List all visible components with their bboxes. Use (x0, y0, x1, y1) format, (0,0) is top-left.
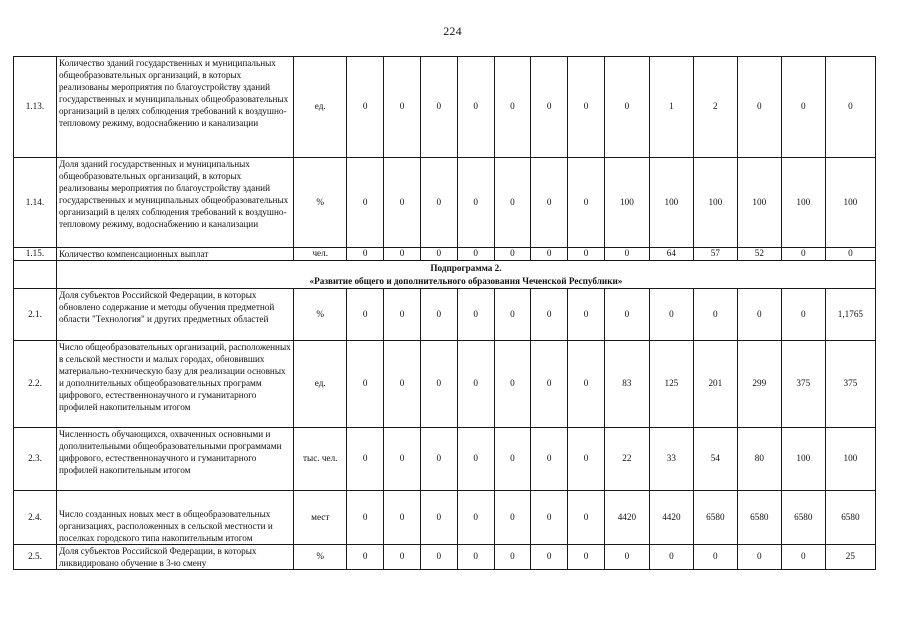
table-row (14, 57, 876, 158)
value-cell: 0 (347, 158, 384, 248)
row-number-cell: 1.13. (14, 57, 57, 158)
value-cell: 0 (457, 428, 494, 491)
value-cell: 0 (531, 158, 568, 248)
value-cell: 1 (649, 57, 693, 158)
value-cell: 100 (825, 428, 875, 491)
indicator-name-cell: Доля субъектов Российской Федерации, в которых ликвидировано обучение в 3-ю смену (56, 545, 293, 570)
unit-cell: % (294, 545, 347, 570)
value-cell: 0 (568, 289, 605, 341)
value-cell: 0 (781, 57, 825, 158)
value-cell: 0 (347, 545, 384, 570)
value-cell: 0 (384, 158, 421, 248)
value-cell: 25 (825, 545, 875, 570)
row-number-cell: 2.5. (14, 545, 57, 570)
value-cell: 100 (781, 158, 825, 248)
value-cell: 0 (457, 289, 494, 341)
value-cell: 0 (781, 545, 825, 570)
value-cell: 0 (737, 289, 781, 341)
subprogram-section (14, 261, 876, 289)
value-cell: 0 (347, 428, 384, 491)
value-cell: 0 (420, 57, 457, 158)
value-cell: 1,1765 (825, 289, 875, 341)
value-cell: 0 (604, 545, 649, 570)
value-cell: 0 (420, 289, 457, 341)
value-cell: 0 (420, 491, 457, 545)
value-cell: 100 (649, 158, 693, 248)
value-cell: 0 (604, 57, 649, 158)
value-cell: 0 (649, 545, 693, 570)
unit-cell: ед. (294, 57, 347, 158)
row-number-cell: 2.1. (14, 289, 57, 341)
value-cell: 6580 (825, 491, 875, 545)
value-cell: 6580 (737, 491, 781, 545)
value-cell: 57 (693, 248, 737, 261)
value-cell: 0 (693, 545, 737, 570)
table-row (14, 428, 876, 491)
value-cell: 0 (494, 289, 531, 341)
value-cell: 54 (693, 428, 737, 491)
indicator-name-cell: Число созданных новых мест в общеобразовательных организациях, расположенных в сельской местности и поселках городского типа накопительным итогом (56, 491, 293, 545)
indicator-name-cell: Число общеобразовательных организаций, расположенных в сельской местности и малых городах, обновивших материально-техническую базу для реализации основных и дополнительных общеобразовательных программ цифрового, естественнонаучного и гуманитарного профилей накопительным итогом (56, 341, 293, 428)
value-cell: 0 (737, 57, 781, 158)
unit-cell: мест (294, 491, 347, 545)
value-cell: 0 (568, 491, 605, 545)
subprogram-title-line2: «Развитие общего и дополнительного образования Чеченской Республики» (309, 275, 623, 286)
value-cell: 4420 (649, 491, 693, 545)
value-cell: 6580 (693, 491, 737, 545)
value-cell: 100 (693, 158, 737, 248)
value-cell: 0 (531, 248, 568, 261)
unit-cell: чел. (294, 248, 347, 261)
value-cell: 6580 (781, 491, 825, 545)
value-cell: 0 (347, 491, 384, 545)
value-cell: 0 (347, 289, 384, 341)
value-cell: 0 (568, 57, 605, 158)
row-number-cell: 2.2. (14, 341, 57, 428)
value-cell: 0 (568, 158, 605, 248)
value-cell: 125 (649, 341, 693, 428)
table-row (14, 341, 876, 428)
indicator-name-cell: Доля зданий государственных и муниципальных общеобразовательных организаций, в которых реализованы мероприятия по благоустройству зданий государственных и муниципальных общеобразовательных организаций в целях соблюдения требований к воздушно-тепловому режиму, водоснабжению и канализации (56, 158, 293, 248)
row-number-cell: 1.15. (14, 248, 57, 261)
value-cell: 0 (568, 545, 605, 570)
value-cell: 0 (384, 289, 421, 341)
value-cell: 100 (781, 428, 825, 491)
value-cell: 0 (531, 57, 568, 158)
value-cell: 0 (494, 158, 531, 248)
value-cell: 0 (457, 57, 494, 158)
value-cell: 0 (347, 341, 384, 428)
value-cell: 0 (531, 289, 568, 341)
value-cell: 0 (568, 428, 605, 491)
value-cell: 0 (420, 341, 457, 428)
value-cell: 0 (457, 491, 494, 545)
value-cell: 4420 (604, 491, 649, 545)
value-cell: 100 (604, 158, 649, 248)
table-row (14, 248, 876, 261)
value-cell: 0 (384, 428, 421, 491)
value-cell: 33 (649, 428, 693, 491)
table-row (14, 491, 876, 545)
value-cell: 0 (494, 341, 531, 428)
table-row (14, 289, 876, 341)
value-cell: 0 (649, 289, 693, 341)
value-cell: 0 (494, 491, 531, 545)
unit-cell: % (294, 158, 347, 248)
indicator-name-cell: Численность обучающихся, охваченных основными и дополнительными общеобразовательными программами цифрового, естественнонаучного и гуманитарного профилей накопительным итогом (56, 428, 293, 491)
value-cell: 0 (420, 248, 457, 261)
value-cell: 0 (781, 248, 825, 261)
indicators-table (13, 56, 876, 570)
value-cell: 0 (384, 248, 421, 261)
value-cell: 299 (737, 341, 781, 428)
value-cell: 0 (347, 57, 384, 158)
value-cell: 22 (604, 428, 649, 491)
value-cell: 0 (531, 341, 568, 428)
value-cell: 83 (604, 341, 649, 428)
value-cell: 0 (347, 248, 384, 261)
value-cell: 0 (825, 57, 875, 158)
value-cell: 0 (494, 57, 531, 158)
table-body-before (14, 57, 876, 261)
value-cell: 0 (420, 428, 457, 491)
value-cell: 375 (825, 341, 875, 428)
value-cell: 0 (604, 289, 649, 341)
value-cell: 0 (457, 545, 494, 570)
value-cell: 0 (420, 545, 457, 570)
value-cell: 100 (825, 158, 875, 248)
value-cell: 0 (531, 491, 568, 545)
value-cell: 0 (737, 545, 781, 570)
indicator-name-cell: Количество компенсационных выплат (56, 248, 293, 261)
value-cell: 0 (531, 545, 568, 570)
unit-cell: % (294, 289, 347, 341)
table-body-after (14, 289, 876, 570)
value-cell: 0 (604, 248, 649, 261)
unit-cell: ед. (294, 341, 347, 428)
row-number-cell: 2.4. (14, 491, 57, 545)
value-cell: 80 (737, 428, 781, 491)
section-spacer-cell (14, 261, 57, 289)
subprogram-title-line1: Подпрограмма 2. (430, 263, 502, 273)
value-cell: 0 (384, 57, 421, 158)
value-cell: 0 (420, 158, 457, 248)
value-cell: 0 (457, 341, 494, 428)
value-cell: 0 (693, 289, 737, 341)
value-cell: 0 (568, 248, 605, 261)
value-cell: 0 (494, 248, 531, 261)
value-cell: 0 (384, 341, 421, 428)
value-cell: 52 (737, 248, 781, 261)
table-row (14, 158, 876, 248)
value-cell: 0 (494, 428, 531, 491)
value-cell: 0 (781, 289, 825, 341)
indicator-name-cell: Количество зданий государственных и муниципальных общеобразовательных организаций, в которых реализованы мероприятия по благоустройству зданий государственных и муниципальных общеобразовательных организаций в целях соблюдения требований к воздушно-тепловому режиму, водоснабжению и канализации (56, 57, 293, 158)
value-cell: 0 (457, 248, 494, 261)
row-number-cell: 2.3. (14, 428, 57, 491)
subprogram-title-cell (56, 261, 875, 289)
indicator-name-cell: Доля субъектов Российской Федерации, в которых обновлено содержание и методы обучения предметной области "Технология" и других предметных областей (56, 289, 293, 341)
value-cell: 201 (693, 341, 737, 428)
value-cell: 64 (649, 248, 693, 261)
value-cell: 0 (531, 428, 568, 491)
row-number-cell: 1.14. (14, 158, 57, 248)
unit-cell: тыс. чел. (294, 428, 347, 491)
value-cell: 0 (457, 158, 494, 248)
value-cell: 0 (384, 491, 421, 545)
table-row (14, 545, 876, 570)
value-cell: 0 (384, 545, 421, 570)
subprogram-header-row (14, 261, 876, 289)
value-cell: 375 (781, 341, 825, 428)
value-cell: 0 (494, 545, 531, 570)
value-cell: 100 (737, 158, 781, 248)
value-cell: 0 (825, 248, 875, 261)
value-cell: 2 (693, 57, 737, 158)
value-cell: 0 (568, 341, 605, 428)
page-number: 224 (443, 24, 462, 38)
